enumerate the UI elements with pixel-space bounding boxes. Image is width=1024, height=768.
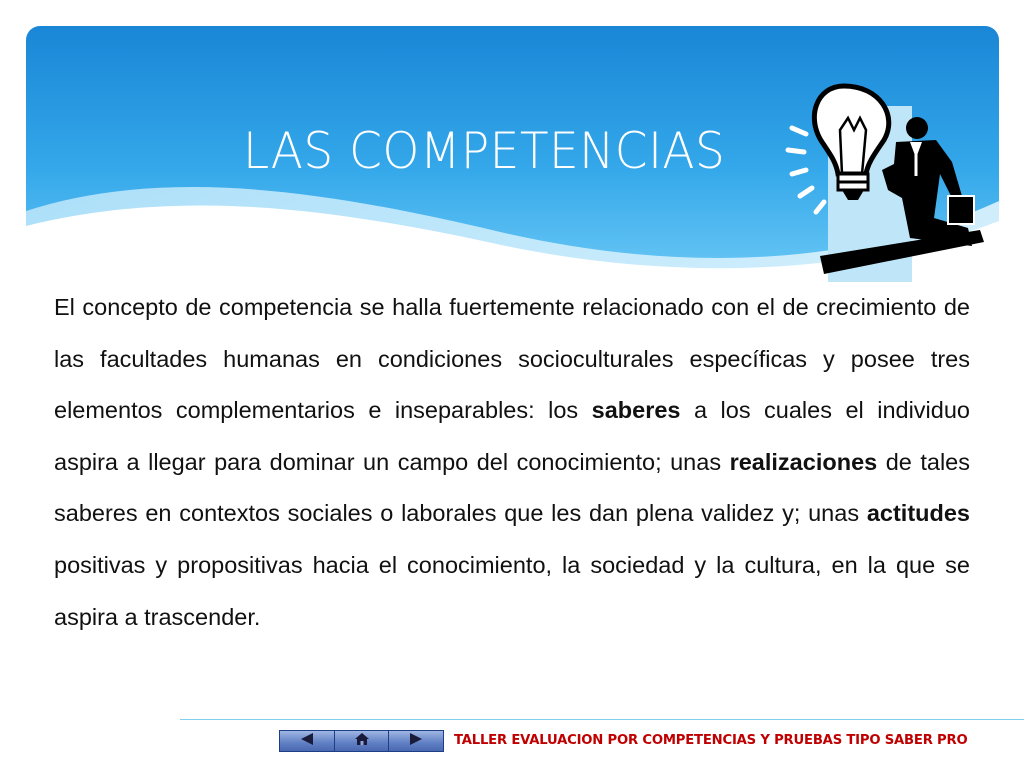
footer-label: TALLER EVALUACION POR COMPETENCIAS Y PRUEBAS TIPO SABER PRO xyxy=(454,733,968,748)
body-text-part: positivas y propositivas hacia el conocimiento, la sociedad y la cultura, en la que se aspira a trascender. xyxy=(54,551,970,630)
body-text-part: a los cuales el individuo aspira a llegar para dominar un campo del conocimiento; unas xyxy=(54,397,970,475)
slide-navigation xyxy=(279,730,444,752)
triangle-left-icon xyxy=(299,732,315,751)
home-icon xyxy=(354,732,370,751)
keyword-realizaciones: realizaciones xyxy=(729,448,878,475)
body-text-part: El concepto de competencia se halla fuertemente relacionado con el de crecimiento de las facultades humanas en condiciones socioculturales específicas y posee tres elementos complementarios e inseparables: los xyxy=(54,294,970,424)
triangle-right-icon xyxy=(408,732,424,751)
home-slide-button[interactable] xyxy=(335,731,390,751)
slide-title: LAS COMPETENCIAS xyxy=(243,122,726,180)
body-text-part: de tales saberes en contextos sociales o laborales que les dan plena validez y; unas xyxy=(54,448,971,527)
previous-slide-button[interactable] xyxy=(280,731,335,751)
next-slide-button[interactable] xyxy=(389,731,443,751)
keyword-saberes: saberes xyxy=(591,397,681,424)
body-paragraph xyxy=(54,282,970,643)
footer-divider xyxy=(180,719,1024,720)
lightbulb-businessman-clipart xyxy=(784,78,990,284)
keyword-actitudes: actitudes xyxy=(866,500,970,527)
